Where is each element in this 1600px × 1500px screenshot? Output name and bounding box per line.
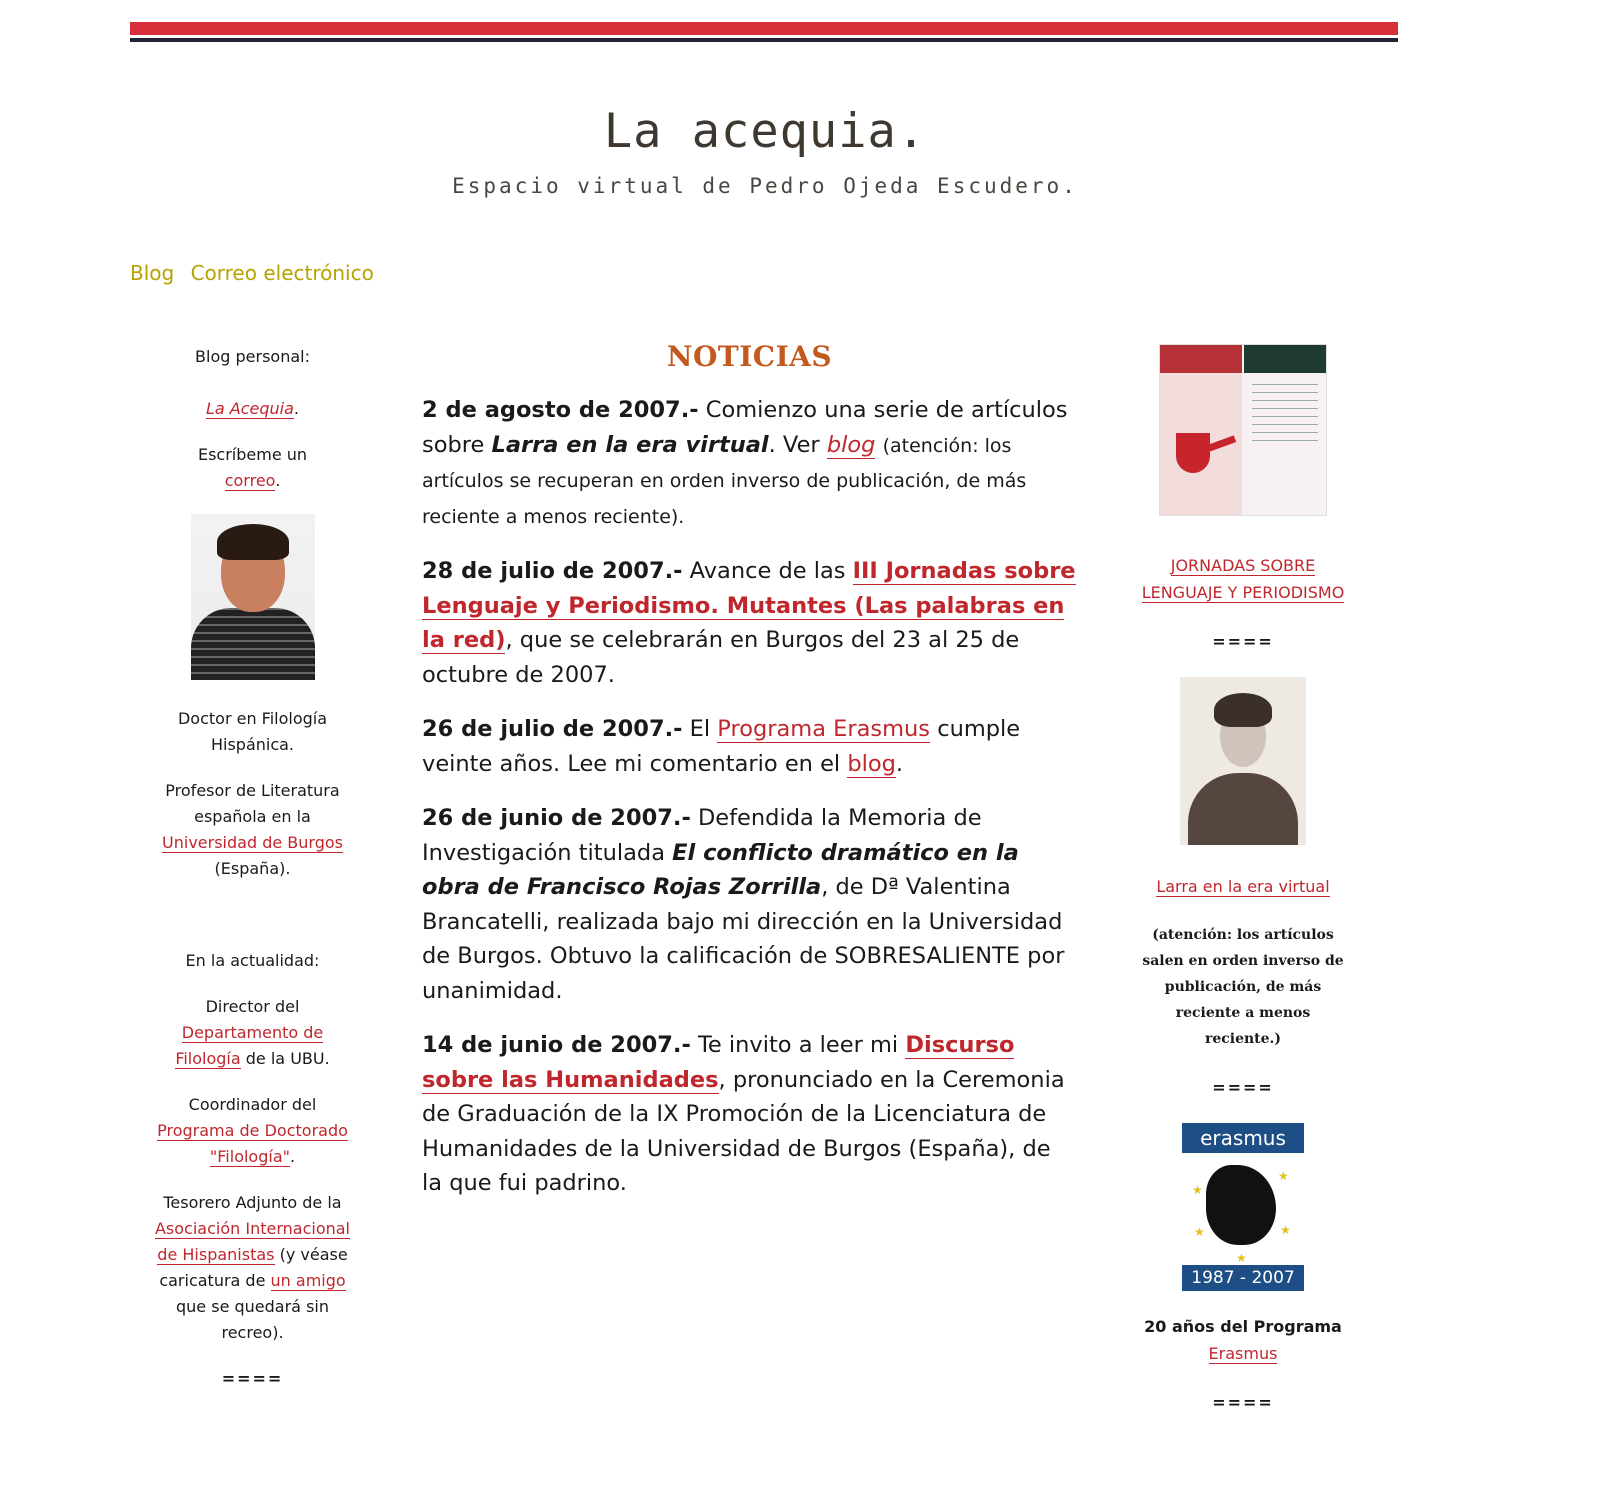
news-item — [422, 1028, 1077, 1201]
larra-link[interactable]: Larra en la era virtual — [1156, 877, 1330, 896]
erasmus-logo-years: 1987 - 2007 — [1182, 1265, 1304, 1291]
left-sidebar — [150, 344, 355, 1412]
nav-email-link[interactable]: Correo electrónico — [190, 261, 374, 285]
news-text: Avance de las — [689, 558, 846, 584]
right-separator: ==== — [1212, 1393, 1274, 1412]
left-separator: ==== — [221, 1369, 284, 1388]
site-subtitle: Espacio virtual de Pedro Ojeda Escudero. — [452, 174, 1078, 198]
news-item — [422, 393, 1077, 534]
erasmus-logo-image[interactable]: erasmus ★ ★ ★ ★ ★ 1987 - 2007 — [1182, 1123, 1304, 1291]
jornadas-sidebar-link[interactable]: JORNADAS SOBRE LENGUAJE Y PERIODISMO — [1141, 556, 1345, 602]
news-date: 2 de agosto de 2007.- — [422, 397, 699, 423]
erasmus-logo-word: erasmus — [1182, 1123, 1304, 1153]
news-date: 26 de junio de 2007.- — [422, 805, 691, 831]
site-title: La acequia. — [603, 104, 927, 159]
humanities-speech-link[interactable]: Discurso sobre las Humanidades — [422, 1032, 1015, 1093]
news-item — [422, 801, 1077, 1008]
news-emphasis: Larra en la era virtual — [491, 431, 769, 458]
news-emphasis: El conflicto dramático en la obra de Francisco Rojas Zorrilla — [422, 839, 1019, 900]
news-text: , que se celebrarán en Burgos del 23 al 25 de octubre de 2007. — [422, 627, 1020, 688]
news-text: . Ver — [768, 431, 820, 458]
jornadas-link[interactable]: III Jornadas sobre Lenguaje y Periodismo. Mutantes (Las palabras en la red) — [422, 558, 1076, 653]
director-block — [150, 994, 355, 1072]
treasurer-post: que se quedará sin recreo). — [176, 1297, 329, 1342]
news-text: , de Dª Valentina Brancatelli, realizada bajo mi dirección en la Universidad de Burgos. Obtuvo la calificación de SOBRESALIENTE por unanimidad. — [422, 874, 1065, 1004]
actualidad-label: En la actualidad: — [185, 951, 320, 970]
mail-label: Escríbeme un — [197, 445, 308, 464]
news-blog-link[interactable]: blog — [826, 431, 876, 458]
jornadas-cover-image[interactable] — [1159, 344, 1327, 516]
blog-block: Blog personal: La Acequia. — [195, 347, 310, 418]
professor-block — [150, 778, 355, 882]
professor-post: (España). — [214, 859, 291, 878]
author-photo — [191, 514, 315, 680]
nav-blog-link[interactable]: Blog — [130, 261, 175, 285]
news-text: Defendida la Memoria de Investigación titulada — [422, 805, 982, 866]
treasurer-mid: (y véase caricatura de — [159, 1245, 348, 1290]
director-text: Director del — [205, 997, 300, 1016]
news-item — [422, 554, 1077, 692]
professor-text: Profesor de Literatura española en la — [165, 781, 340, 826]
erasmus-sidebar-link[interactable]: Erasmus — [1208, 1344, 1278, 1363]
news-heading: NOTICIAS — [666, 340, 833, 373]
news-note: (atención: los artículos se recuperan en orden inverso de publicación, de más reciente a menos reciente). — [422, 434, 1027, 528]
treasurer-text: Tesorero Adjunto de la — [163, 1193, 342, 1212]
erasmus-caption-text: 20 años del Programa — [1144, 1317, 1342, 1336]
news-text: El — [689, 716, 711, 742]
news-text: , pronunciado en la Ceremonia de Graduación de la IX Promoción de la Licenciatura de Humanidades de la Universidad de Burgos (España), de la que fui padrino. — [422, 1066, 1065, 1196]
larra-note: (atención: los artículos salen en orden inverso de publicación, de más reciente a menos reciente.) — [1142, 927, 1344, 1047]
erasmus-program-link[interactable]: Programa Erasmus — [717, 716, 931, 742]
right-separator: ==== — [1212, 632, 1274, 651]
degree-text: Doctor en Filología Hispánica. — [177, 709, 328, 754]
right-separator: ==== — [1212, 1078, 1274, 1097]
news-item — [422, 712, 1077, 781]
mail-block: Escríbeme un correo. — [197, 445, 308, 490]
coordinator-post: . — [289, 1147, 296, 1166]
coordinator-block — [150, 1092, 355, 1170]
news-blog-link[interactable]: blog — [847, 750, 896, 777]
news-column — [422, 340, 1077, 1221]
top-nav — [130, 261, 384, 285]
department-link[interactable]: Departamento de Filología — [175, 1023, 324, 1068]
erasmus-caption — [1138, 1313, 1348, 1367]
right-sidebar — [1138, 344, 1348, 1416]
director-post: de la UBU. — [245, 1049, 330, 1068]
mail-link[interactable]: correo — [224, 471, 276, 490]
news-text: Te invito a leer mi — [697, 1032, 899, 1058]
blog-label: Blog personal: — [195, 347, 310, 366]
doctorate-program-link[interactable]: Programa de Doctorado "Filología" — [157, 1121, 348, 1166]
university-link[interactable]: Universidad de Burgos — [162, 833, 343, 852]
news-text: . — [895, 750, 904, 777]
news-text: cumple veinte años. Lee mi comentario en el — [422, 716, 1021, 777]
treasurer-block — [150, 1190, 355, 1346]
news-text: Comienzo una serie de artículos sobre — [422, 397, 1068, 458]
blog-link[interactable]: La Acequia — [205, 399, 294, 418]
coordinator-text: Coordinador del — [188, 1095, 317, 1114]
news-date: 14 de junio de 2007.- — [422, 1032, 691, 1058]
top-decorative-bar — [130, 22, 1398, 42]
friend-caricature-link[interactable]: un amigo — [270, 1271, 346, 1290]
larra-portrait-image[interactable] — [1180, 677, 1306, 845]
news-date: 26 de julio de 2007.- — [422, 716, 683, 742]
association-link[interactable]: Asociación Internacional de Hispanistas — [154, 1219, 350, 1264]
news-date: 28 de julio de 2007.- — [422, 558, 683, 584]
